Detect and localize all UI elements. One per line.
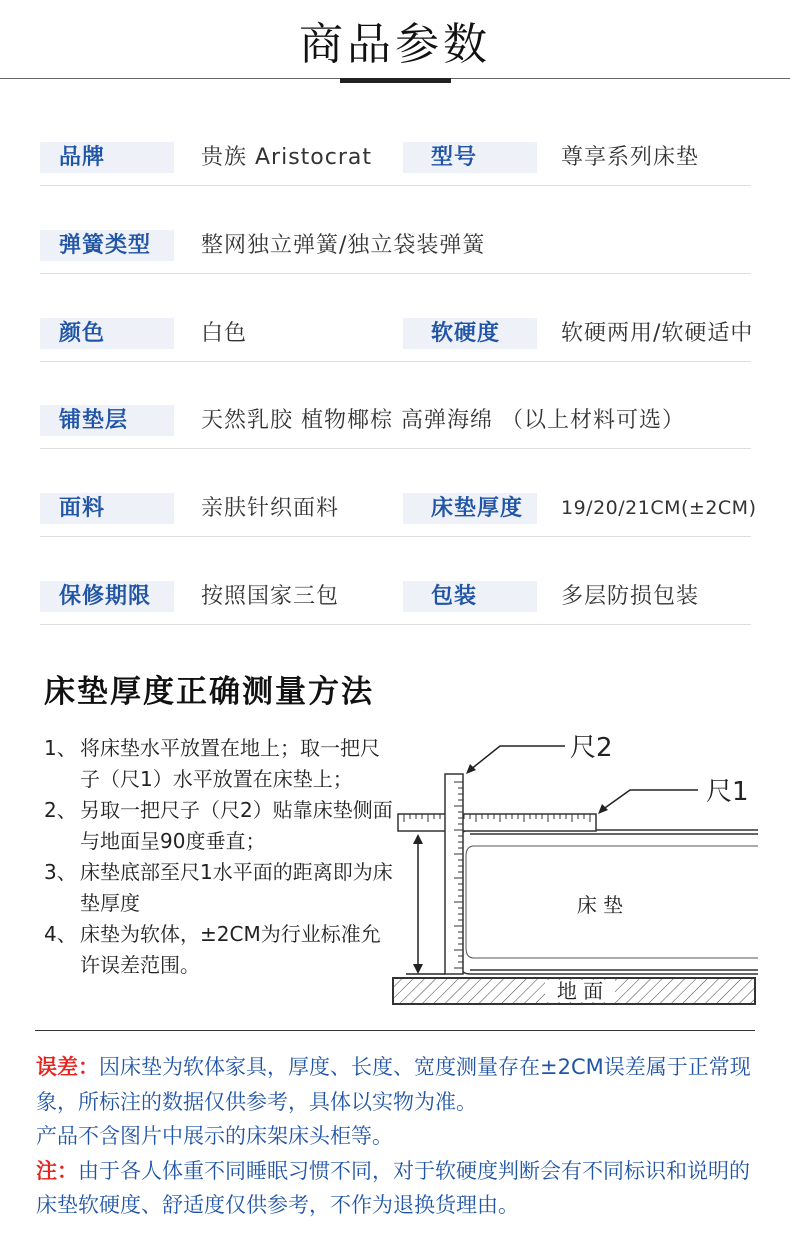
measure-step [44, 795, 394, 857]
spec-value-warranty: 按照国家三包 [201, 584, 340, 609]
spec-value-color: 白色 [201, 321, 248, 346]
error-note-text: 因床垫为软体家具，厚度、长度、宽度测量存在±2CM误差属于正常现象，所标注的数据仅供参考，具体以实物为准。 [36, 1055, 751, 1114]
spec-row-spring [40, 186, 751, 274]
page-title: 商品参数 [299, 19, 491, 70]
spec-label-layer: 铺垫层 [40, 405, 174, 436]
spec-row-color [40, 274, 754, 362]
measure-title: 床垫厚度正确测量方法 [44, 674, 374, 710]
spec-value-firmness: 软硬两用/软硬适中 [561, 321, 754, 346]
measure-step [44, 857, 394, 919]
firmness-note-text: 由于各人体重不同睡眠习惯不同，对于软硬度判断会有不同标识和说明的床垫软硬度、舒适度仅供参考，不作为退换货理由。 [36, 1158, 750, 1217]
spec-row-brand [40, 98, 751, 186]
notes-block [36, 1050, 766, 1223]
step-number: 3、 [44, 860, 77, 884]
ruler1-label: 尺1 [706, 777, 749, 807]
spec-row-warranty [40, 537, 751, 625]
spec-label-warranty: 保修期限 [40, 581, 174, 612]
spec-label-packaging: 包装 [403, 581, 537, 612]
spec-label-color: 颜色 [40, 318, 174, 349]
step-number: 1、 [44, 736, 77, 760]
ruler2-label: 尺2 [570, 733, 613, 763]
spec-value-layer: 天然乳胶 植物椰棕 高弹海绵 （以上材料可选） [201, 408, 685, 433]
spec-value-packaging: 多层防损包装 [561, 584, 700, 609]
ground-label: 地 面 [556, 979, 604, 1003]
measure-diagram [390, 730, 760, 1020]
step-number: 4、 [44, 922, 77, 946]
step-text: 另取一把尺子（尺2）贴靠床垫侧面与地面呈90度垂直； [80, 798, 393, 853]
spec-label-fabric: 面料 [40, 493, 174, 524]
spec-label-firmness: 软硬度 [403, 318, 537, 349]
spec-value-model: 尊享系列床垫 [561, 145, 700, 170]
spec-label-thickness: 床垫厚度 [403, 493, 537, 524]
section-divider [35, 1030, 755, 1031]
ruler1-arrow-icon [598, 804, 608, 814]
spec-label-brand: 品牌 [40, 142, 174, 173]
mattress-inner-curve [466, 846, 474, 958]
firmness-note [36, 1154, 766, 1223]
measure-step [44, 733, 394, 795]
spec-value-thickness: 19/20/21CM(±2CM) [561, 497, 757, 519]
spec-value-fabric: 亲肤针织面料 [201, 496, 340, 521]
step-text: 床垫底部至尺1水平面的距离即为床垫厚度 [80, 860, 393, 915]
frame-note: 产品不含图片中展示的床架床头柜等。 [36, 1124, 393, 1148]
error-note-label: 误差： [36, 1055, 99, 1079]
mattress-label: 床 垫 [576, 893, 624, 917]
ruler1-leader [602, 790, 698, 810]
spec-row-layer [40, 361, 751, 449]
measure-step [44, 919, 394, 981]
step-text: 将床垫水平放置在地上；取一把尺子（尺1）水平放置在床垫上； [80, 736, 380, 791]
step-text: 床垫为软体，±2CM为行业标准允许误差范围。 [80, 922, 381, 977]
error-note [36, 1050, 766, 1119]
spec-row-fabric [40, 449, 757, 537]
spec-value-brand: 贵族 Aristocrat [201, 145, 372, 170]
firmness-note-label: 注： [36, 1158, 78, 1183]
spec-value-spring: 整网独立弹簧/独立袋装弹簧 [201, 233, 486, 258]
arrow-up-icon [413, 834, 423, 844]
arrow-down-icon [413, 964, 423, 974]
spec-label-spring: 弹簧类型 [40, 230, 174, 261]
step-number: 2、 [44, 798, 77, 822]
title-accent-bar [340, 78, 451, 83]
spec-label-model: 型号 [403, 142, 537, 173]
measure-steps [44, 733, 394, 981]
ruler2-leader [470, 746, 565, 770]
